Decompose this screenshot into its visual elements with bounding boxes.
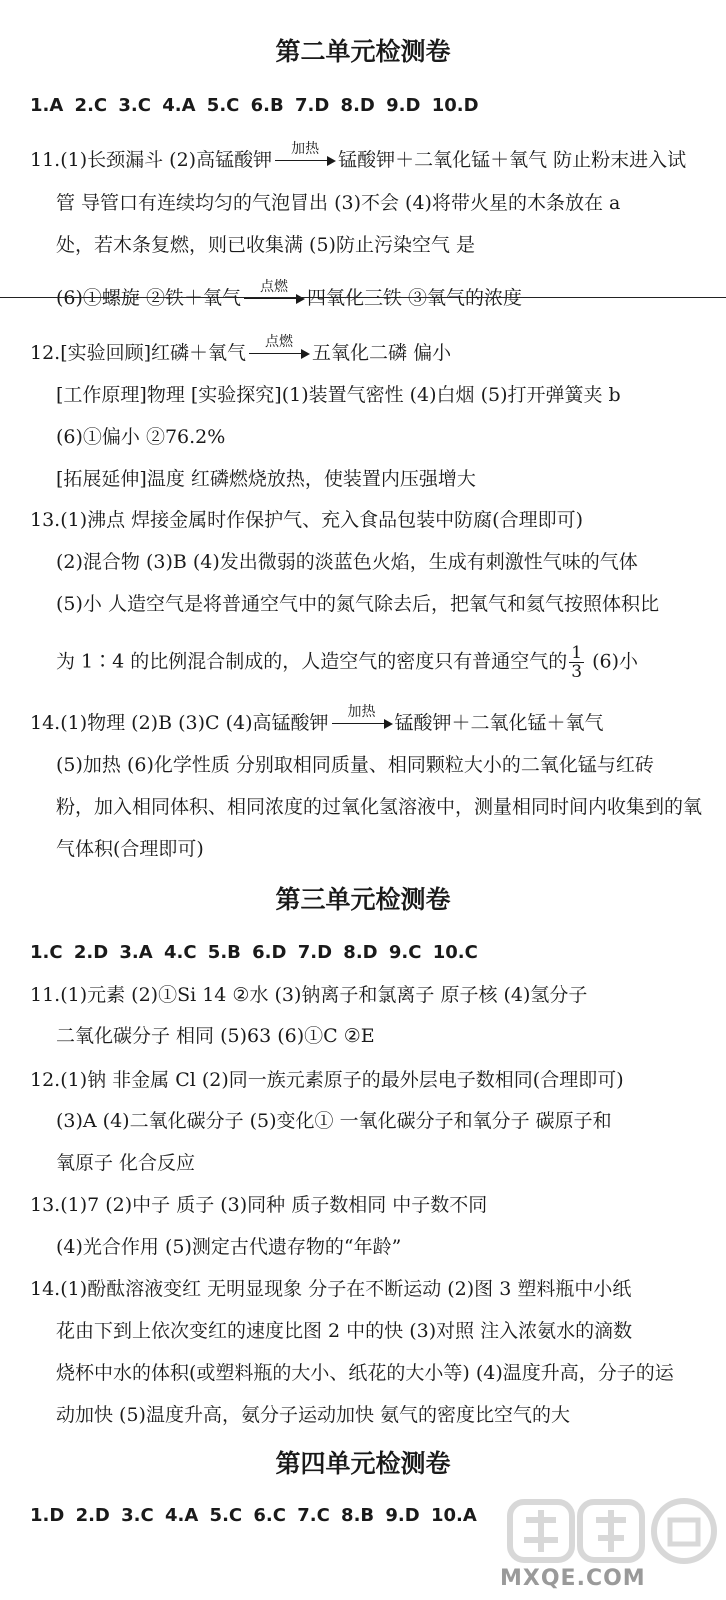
answer-line: (5)加热 (6)化学性质 分别取相同质量、相同颗粒大小的二氧化锰与红砖 [56, 754, 654, 776]
choice-answers: 1.D 2.D 3.C 4.A 5.C 6.C 7.C 8.B 9.D 10.A [30, 1505, 477, 1526]
answer-line: [拓展延伸]温度 红磷燃烧放热，使装置内压强增大 [56, 468, 476, 490]
answer-line: (5)小 人造空气是将普通空气中的氮气除去后，把氧气和氦气按照体积比 [56, 593, 659, 615]
section-title: 第二单元检测卷 [275, 37, 451, 66]
answer-line: 花由下到上依次变红的速度比图 2 中的快 (3)对照 注入浓氨水的滴数 [56, 1320, 633, 1342]
fraction: $\frac{1}{3}$ [571, 643, 583, 682]
answer-line: 12.(1)钠 非金属 Cl (2)同一族元素原子的最外层电子数相同(合理即可) [30, 1069, 624, 1091]
section-title: 第三单元检测卷 [275, 885, 451, 914]
answer-line: 13.(1)7 (2)中子 质子 (3)同种 质子数相同 中子数不同 [30, 1194, 488, 1216]
answer-line: 气体积(合理即可) [56, 838, 204, 860]
answer-line: 12.[实验回顾]红磷＋氧气 点燃 五氧化二磷 偏小 [30, 334, 452, 364]
answer-line: (4)光合作用 (5)测定古代遗存物的“年龄” [56, 1236, 402, 1258]
reaction-arrow: 点燃 [242, 286, 306, 310]
answer-line: 处，若木条复燃，则已收集满 (5)防止污染空气 是 [56, 234, 475, 256]
answer-line: 管 导管口有连续均匀的气泡冒出 (3)不会 (4)将带火星的木条放在 a [56, 192, 621, 214]
choice-answers: 1.C 2.D 3.A 4.C 5.B 6.D 7.D 8.D 9.C 10.C [30, 942, 478, 963]
answer-line: 14.(1)物理 (2)B (3)C (4)高锰酸钾 加热 锰酸钾＋二氧化锰＋氧气 [30, 704, 604, 734]
answer-line: (6)①偏小 ②76.2% [56, 426, 226, 448]
answer-line: 氧原子 化合反应 [56, 1152, 196, 1174]
divider-line [0, 297, 726, 298]
reaction-arrow: 加热 [330, 711, 394, 735]
answer-line: 二氧化碳分子 相同 (5)63 (6)①C ②E [56, 1025, 375, 1047]
answer-line: (3)A (4)二氧化碳分子 (5)变化① 一氧化碳分子和氧分子 碳原子和 [56, 1110, 612, 1132]
answer-line: [工作原理]物理 [实验探究](1)装置气密性 (4)白烟 (5)打开弹簧夹 b [56, 384, 621, 406]
answer-line: 粉，加入相同体积、相同浓度的过氧化氢溶液中，测量相同时间内收集到的氧 [56, 796, 703, 818]
answer-line: 为 1∶4 的比例混合制成的，人造空气的密度只有普通空气的 $\frac{1}{3}$ (6)小 [56, 643, 639, 682]
answer-line: 13.(1)沸点 焊接金属时作保护气、充入食品包装中防腐(合理即可) [30, 509, 583, 531]
answer-line: 动加快 (5)温度升高，氨分子运动加快 氨气的密度比空气的大 [56, 1404, 570, 1426]
answer-line: 14.(1)酚酞溶液变红 无明显现象 分子在不断运动 (2)图 3 塑料瓶中小纸 [30, 1278, 632, 1300]
answer-line: (6)①螺旋 ②铁＋氧气 点燃 四氧化三铁 ③氧气的浓度 [56, 279, 523, 309]
answer-line: 烧杯中水的体积(或塑料瓶的大小、纸花的大小等) (4)温度升高，分子的运 [56, 1362, 674, 1384]
reaction-arrow: 加热 [273, 148, 337, 172]
watermark-url: MXQE.COM [500, 1566, 646, 1591]
answer-line: 11.(1)长颈漏斗 (2)高锰酸钾 加热 锰酸钾＋二氧化锰＋氧气 防止粉末进入试 [30, 141, 687, 171]
section-title: 第四单元检测卷 [275, 1449, 451, 1478]
answer-line: (2)混合物 (3)B (4)发出微弱的淡蓝色火焰，生成有刺激性气味的气体 [56, 551, 638, 573]
answer-line: 11.(1)元素 (2)①Si 14 ②水 (3)钠离子和氯离子 原子核 (4)氢分子 [30, 984, 588, 1006]
choice-answers: 1.A 2.C 3.C 4.A 5.C 6.B 7.D 8.D 9.D 10.D [30, 95, 479, 116]
reaction-arrow: 点燃 [247, 341, 311, 365]
